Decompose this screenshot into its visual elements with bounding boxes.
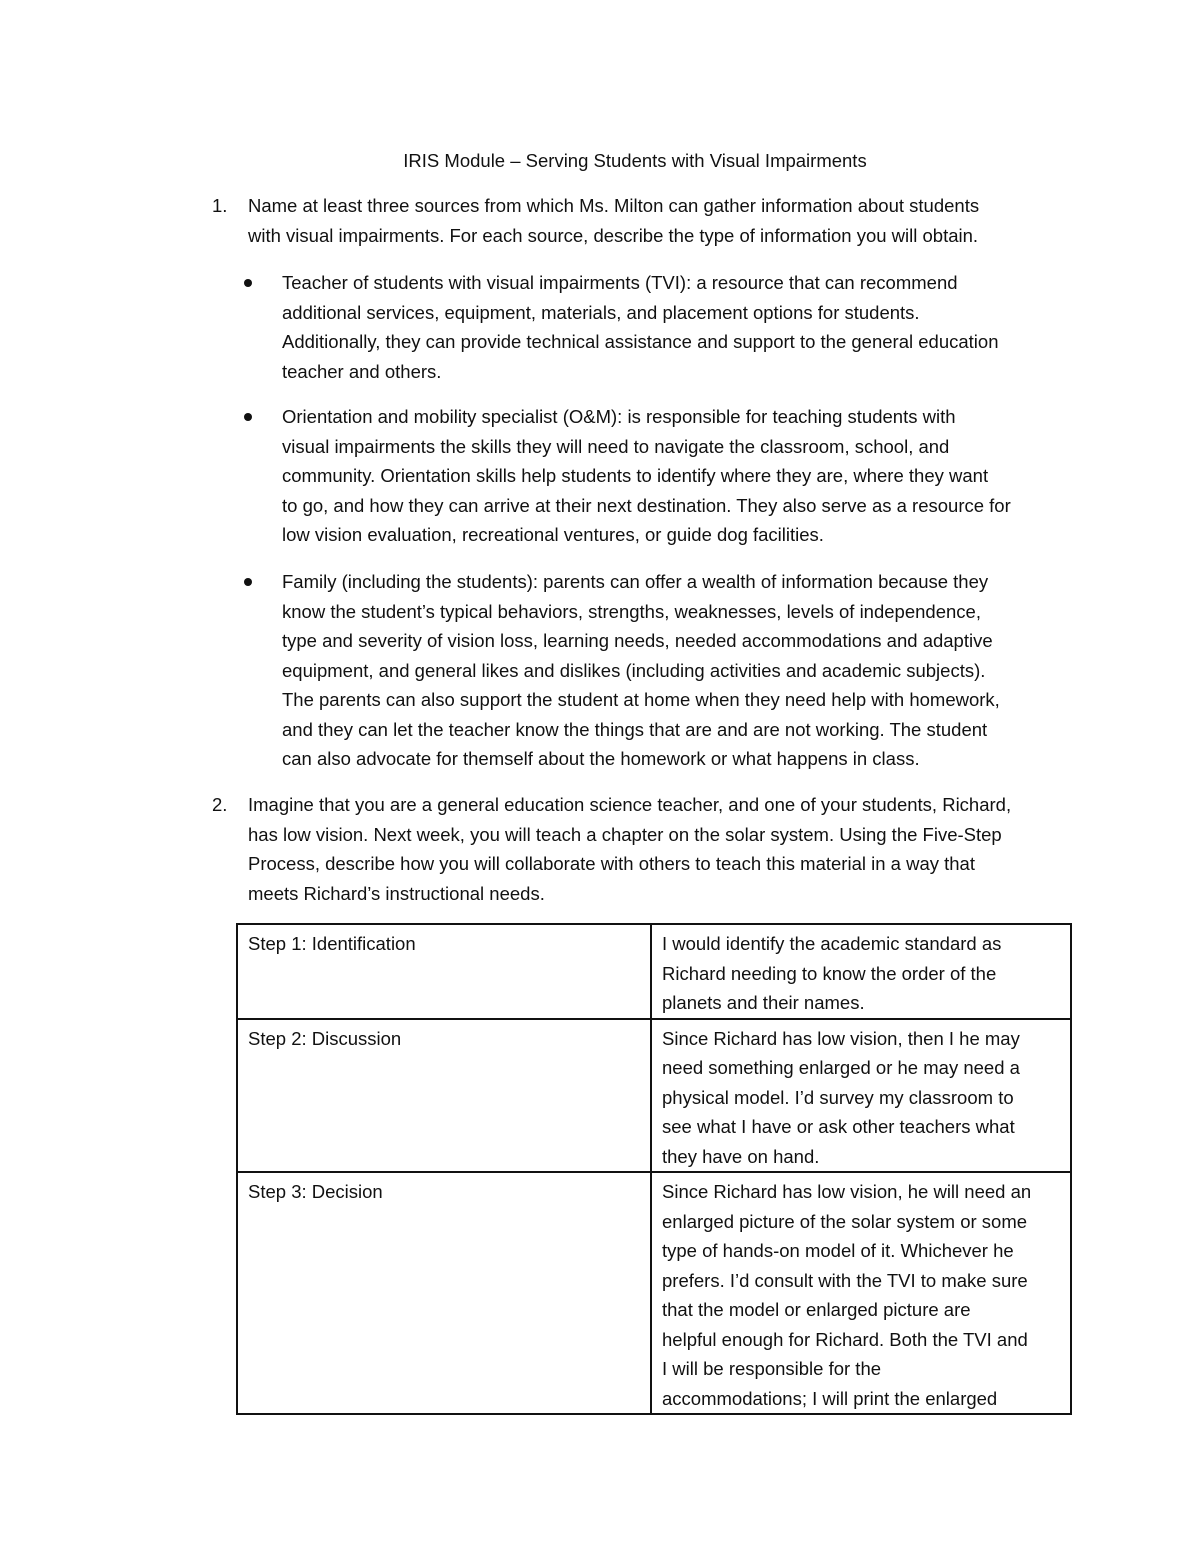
response-line: physical model. I’d survey my classroom to <box>662 1086 1014 1108</box>
question-2-line: has low vision. Next week, you will teach a chapter on the solar system. Using the Five-Step <box>248 823 1002 845</box>
table-row <box>237 1019 1071 1173</box>
bullet-family <box>282 567 1072 774</box>
question-2-line: meets Richard’s instructional needs. <box>248 882 545 904</box>
table-row <box>237 1172 1071 1414</box>
response-line: planets and their names. <box>662 992 865 1013</box>
response-line: I would identify the academic standard as <box>662 933 1002 954</box>
bullet-line: Family (including the students): parents can offer a wealth of information because they <box>282 571 989 592</box>
response-line: helpful enough for Richard. Both the TVI and <box>662 1328 1028 1350</box>
table-row <box>237 924 1071 1019</box>
bullet-line: teacher and others. <box>282 360 442 382</box>
bullet-icon <box>244 413 252 421</box>
response-line: accommodations; I will print the enlarged <box>662 1387 998 1409</box>
step-response-cell <box>651 924 1071 1019</box>
bullet-tvi <box>282 268 1072 386</box>
bullet-line: additional services, equipment, materials, and placement options for students. <box>282 301 920 323</box>
response-line: I will be responsible for the <box>662 1358 882 1379</box>
bullet-line: community. Orientation skills help students to identify where they are, where they want <box>282 465 989 486</box>
bullet-line: type and severity of vision loss, learning needs, needed accommodations and adaptive <box>282 630 993 651</box>
step-label: Step 1: Identification <box>248 933 416 954</box>
bullet-icon <box>244 578 252 586</box>
five-step-table <box>236 923 1072 1415</box>
bullet-line: Orientation and mobility specialist (O&M): is responsible for teaching students with <box>282 406 956 427</box>
bullet-line: know the student’s typical behaviors, strengths, weaknesses, levels of independence, <box>282 600 981 622</box>
response-line: need something enlarged or he may need a <box>662 1057 1020 1078</box>
bullet-line: to go, and how they can arrive at their next destination. They also serve as a resource for <box>282 494 1011 516</box>
question-1-number: 1. <box>212 195 228 216</box>
question-2-number: 2. <box>212 794 228 815</box>
response-line: Since Richard has low vision, he will need an <box>662 1181 1032 1202</box>
response-line: Since Richard has low vision, then I he may <box>662 1027 1020 1049</box>
question-1-line: Name at least three sources from which Ms. Milton can gather information about students <box>248 195 980 216</box>
step-label-cell <box>237 924 651 1019</box>
document-title: IRIS Module – Serving Students with Visual Impairments <box>403 150 867 171</box>
response-line: type of hands-on model of it. Whichever he <box>662 1240 1014 1261</box>
response-line: Richard needing to know the order of the <box>662 962 997 984</box>
step-label-cell <box>237 1019 651 1173</box>
question-1-text <box>248 191 1068 250</box>
bullet-line: The parents can also support the student at home when they need help with homework, <box>282 689 1000 710</box>
step-response-cell <box>651 1172 1071 1414</box>
bullet-line: Additionally, they can provide technical assistance and support to the general education <box>282 331 999 352</box>
step-response-cell <box>651 1019 1071 1173</box>
bullet-line: Teacher of students with visual impairments (TVI): a resource that can recommend <box>282 272 958 293</box>
question-2-line: Process, describe how you will collaborate with others to teach this material in a way that <box>248 853 975 874</box>
response-line: they have on hand. <box>662 1145 820 1167</box>
response-line: that the model or enlarged picture are <box>662 1299 971 1320</box>
question-2-text <box>248 790 1068 908</box>
step-label: Step 2: Discussion <box>248 1027 402 1049</box>
bullet-line: low vision evaluation, recreational ventures, or guide dog facilities. <box>282 524 824 545</box>
question-2-line: Imagine that you are a general education science teacher, and one of your students, Richard, <box>248 794 1012 815</box>
response-line: prefers. I’d consult with the TVI to make sure <box>662 1269 1028 1291</box>
bullet-line: equipment, and general likes and dislikes (including activities and academic subjects). <box>282 659 986 681</box>
response-line: see what I have or ask other teachers what <box>662 1116 1015 1137</box>
bullet-line: visual impairments the skills they will need to navigate the classroom, school, and <box>282 435 950 457</box>
step-label: Step 3: Decision <box>248 1181 383 1202</box>
bullet-line: and they can let the teacher know the things that are and are not working. The student <box>282 718 988 740</box>
question-1-line: with visual impairments. For each source, describe the type of information you will obtain. <box>248 224 979 246</box>
response-line: enlarged picture of the solar system or some <box>662 1210 1028 1232</box>
bullet-line: can also advocate for themself about the homework or what happens in class. <box>282 748 920 769</box>
bullet-icon <box>244 279 252 287</box>
step-label-cell <box>237 1172 651 1414</box>
bullet-orientation-mobility <box>282 402 1072 550</box>
